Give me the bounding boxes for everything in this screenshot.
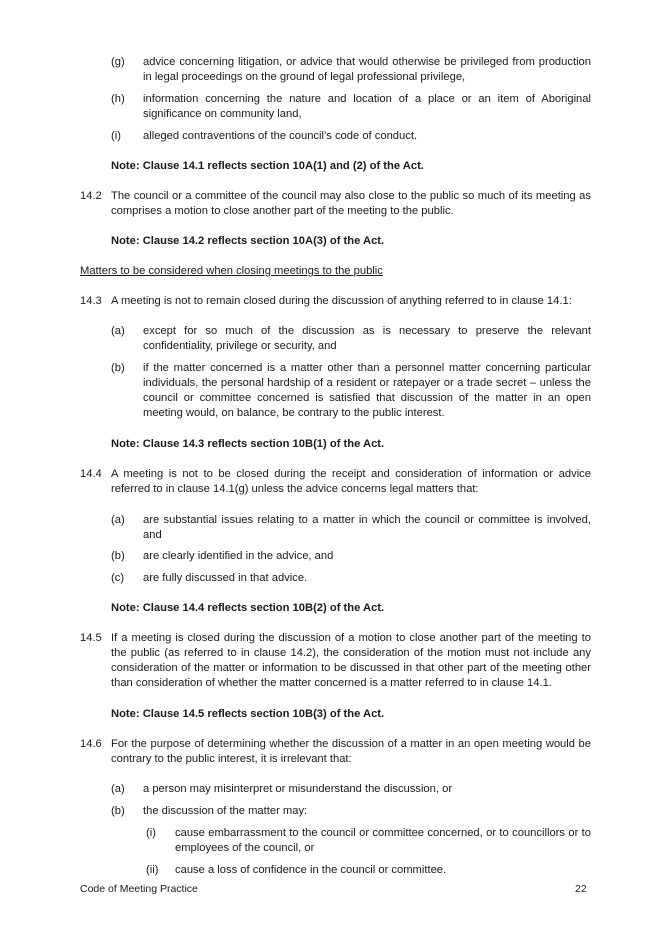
clause-14-6-text: For the purpose of determining whether the discussion of a matter in an open meeting would be contrary to the public interest, it is irrelevant that: xyxy=(111,738,591,765)
item-i-text: alleged contraventions of the council’s code of conduct. xyxy=(143,130,418,142)
note-14-4: Note: Clause 14.4 reflects section 10B(2) of the Act. xyxy=(111,602,385,614)
clause-14-5-label: 14.5 xyxy=(80,632,102,644)
footer-title: Code of Meeting Practice xyxy=(80,883,198,895)
clause-14-4-a-text: are substantial issues relating to a matter in which the council or committee is involved, and xyxy=(143,514,591,541)
item-h-label: (h) xyxy=(111,93,125,105)
note-14-1: Note: Clause 14.1 reflects section 10A(1) and (2) of the Act. xyxy=(111,160,424,172)
clause-14-3-text: A meeting is not to remain closed during the discussion of anything referred to in clause 14.1: xyxy=(111,295,572,307)
clause-14-4-label: 14.4 xyxy=(80,468,102,480)
clause-14-4-text: A meeting is not to be closed during the receipt and consideration of information or advice referred to in clause 14.1(g) unless the advice concerns legal matters that: xyxy=(111,468,591,495)
clause-14-6-b-ii-label: (ii) xyxy=(146,864,159,876)
item-h-text: information concerning the nature and location of a place or an item of Aboriginal significance on community land, xyxy=(143,93,591,120)
clause-14-3-b-text: if the matter concerned is a matter other than a personnel matter concerning particular individuals, the personal hardship of a resident or ratepayer or a trade secret – unless the council or committee concerned is satisfied that discussion of the matter in an open meeting would, on balance, be contrary to the public interest. xyxy=(143,362,591,419)
item-g-label: (g) xyxy=(111,56,125,68)
clause-14-4-b-text: are clearly identified in the advice, and xyxy=(143,550,334,562)
note-14-2: Note: Clause 14.2 reflects section 10A(3) of the Act. xyxy=(111,235,385,247)
clause-14-3-b-label: (b) xyxy=(111,362,125,374)
clause-14-6-b-ii-text: cause a loss of confidence in the council or committee. xyxy=(175,864,447,876)
clause-14-4-c-text: are fully discussed in that advice. xyxy=(143,572,308,584)
clause-14-6-a-label: (a) xyxy=(111,783,125,795)
clause-14-3-a-label: (a) xyxy=(111,325,125,337)
clause-14-6-b-i-text: cause embarrassment to the council or committee concerned, or to councillors or to employees of the council, or xyxy=(175,827,591,854)
note-14-3: Note: Clause 14.3 reflects section 10B(1) of the Act. xyxy=(111,438,385,450)
clause-14-3-label: 14.3 xyxy=(80,295,102,307)
section-heading: Matters to be considered when closing meetings to the public xyxy=(80,265,383,277)
item-i-label: (i) xyxy=(111,130,121,142)
note-14-5: Note: Clause 14.5 reflects section 10B(3) of the Act. xyxy=(111,708,385,720)
clause-14-4-b-label: (b) xyxy=(111,550,125,562)
clause-14-2-label: 14.2 xyxy=(80,190,102,202)
clause-14-6-b-text: the discussion of the matter may: xyxy=(143,805,308,817)
clause-14-6-label: 14.6 xyxy=(80,738,102,750)
clause-14-4-a-label: (a) xyxy=(111,514,125,526)
footer-page-number: 22 xyxy=(575,883,587,895)
clause-14-5-text: If a meeting is closed during the discussion of a motion to close another part of the meeting to the public (as referred to in clause 14.2), the consideration of the motion must not include any consideration of the matter or information to be discussed in that other part of the meeting other than consideration of whether the matter concerned is a matter referred to in clause 14.1. xyxy=(111,632,591,689)
clause-14-6-b-label: (b) xyxy=(111,805,125,817)
clause-14-6-a-text: a person may misinterpret or misunderstand the discussion, or xyxy=(143,783,453,795)
clause-14-3-a-text: except for so much of the discussion as is necessary to preserve the relevant confidentiality, privilege or security, and xyxy=(143,325,591,352)
item-g-text: advice concerning litigation, or advice that would otherwise be privileged from production in legal proceedings on the ground of legal professional privilege, xyxy=(143,56,591,83)
clause-14-6-b-i-label: (i) xyxy=(146,827,156,839)
clause-14-4-c-label: (c) xyxy=(111,572,125,584)
clause-14-2-text: The council or a committee of the council may also close to the public so much of its meeting as comprises a motion to close another part of the meeting to the public. xyxy=(111,190,591,217)
